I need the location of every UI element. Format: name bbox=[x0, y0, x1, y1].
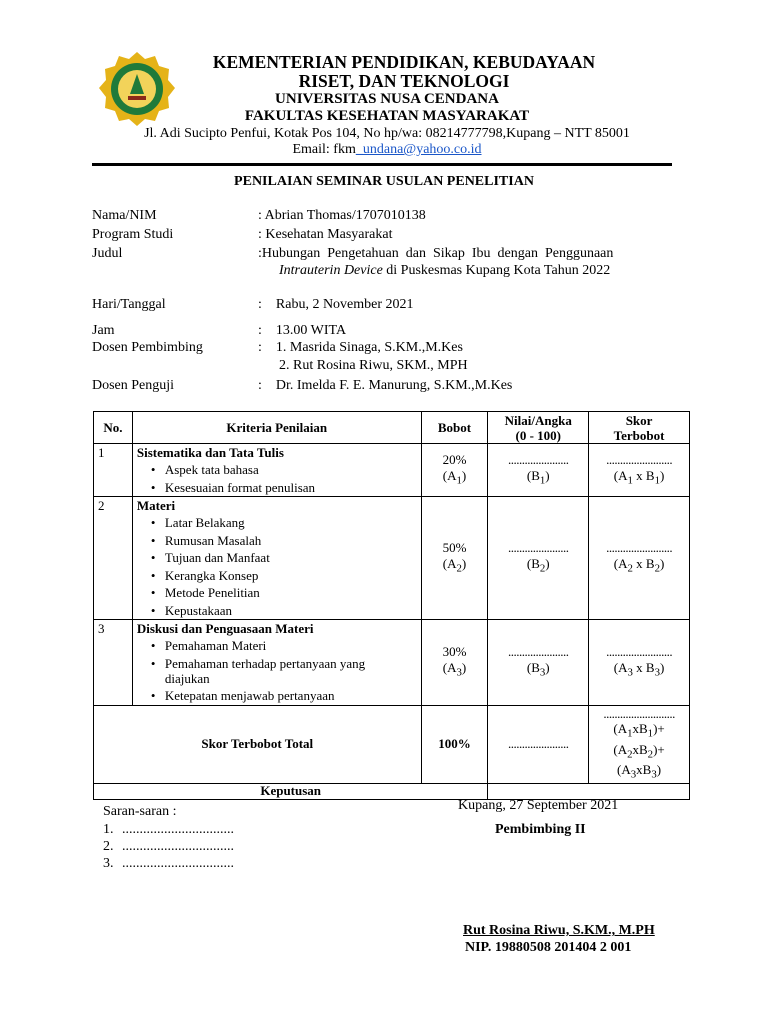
bobot-sym: A bbox=[447, 555, 457, 571]
total-formula-3 bbox=[589, 762, 689, 783]
header-address: Jl. Adi Sucipto Penfui, Kotak Pos 104, No hp/wa: 08214777798,Kupang – NTT 85001 bbox=[144, 126, 630, 141]
skor-a: A bbox=[618, 467, 628, 483]
row-bobot bbox=[421, 444, 488, 497]
nilai-dots: ...................... bbox=[508, 539, 569, 555]
total-skor[interactable] bbox=[589, 706, 690, 784]
nilai-dots: ...................... bbox=[508, 644, 569, 660]
criteria-title: Diskusi dan Penguasaan Materi bbox=[136, 621, 314, 636]
total-row bbox=[94, 706, 690, 784]
list-item: • Latar Belakang bbox=[151, 514, 421, 532]
nilai-sym: B bbox=[531, 660, 540, 676]
col-nilai-2: (0 - 100) bbox=[515, 427, 561, 443]
saran-num: 1. bbox=[103, 822, 114, 837]
bobot-sub: 1 bbox=[456, 474, 462, 487]
row-criteria bbox=[132, 620, 421, 706]
hari-value: : Rabu, 2 November 2021 bbox=[258, 297, 414, 312]
row-nilai[interactable] bbox=[488, 497, 589, 620]
total-formula-2 bbox=[589, 742, 689, 763]
list-item: • Kepustakaan bbox=[151, 602, 421, 620]
judul-rest: di Puskesmas Kupang Kota Tahun 2022 bbox=[382, 263, 611, 278]
pembimbing-value-2: 2. Rut Rosina Riwu, SKM., MPH bbox=[279, 358, 468, 373]
criteria-title: Materi bbox=[136, 498, 176, 513]
signer-role: Pembimbing II bbox=[495, 822, 586, 837]
saran-num: 3. bbox=[103, 856, 114, 871]
header-ministry-2: RISET, DAN TEKNOLOGI bbox=[298, 71, 510, 91]
skor-a-sub: 1 bbox=[627, 474, 633, 487]
header-university: UNIVERSITAS NUSA CENDANA bbox=[275, 91, 499, 107]
header-faculty: FAKULTAS KESEHATAN MASYARAKAT bbox=[244, 108, 530, 124]
list-item: • Kerangka Konsep bbox=[151, 567, 421, 585]
bobot-value: 50% bbox=[442, 539, 467, 555]
skor-b-sub: 2 bbox=[654, 562, 661, 575]
nama-value: : Abrian Thomas/1707010138 bbox=[258, 208, 426, 223]
email-link[interactable]: _undana@yahoo.co.id bbox=[355, 142, 482, 157]
criteria-list bbox=[133, 637, 421, 704]
f3t: 3 bbox=[651, 768, 657, 781]
row-bobot bbox=[421, 497, 488, 620]
nilai-sub: 1 bbox=[539, 474, 546, 487]
list-item: • Pemahaman Materi bbox=[151, 637, 421, 655]
skor-a: A bbox=[618, 555, 628, 571]
nilai-symbol: $(B_3)$ bbox=[526, 660, 550, 679]
row-criteria bbox=[132, 497, 421, 620]
f2c: )+ bbox=[653, 741, 665, 757]
f2s: 2 bbox=[627, 748, 633, 761]
skor-formula: ($A_1$ x $B_1$) bbox=[613, 467, 665, 487]
table-row bbox=[94, 444, 690, 497]
page-title: PENILAIAN SEMINAR USULAN PENELITIAN bbox=[234, 174, 534, 189]
f3c: ) bbox=[656, 762, 662, 778]
list-item: • Aspek tata bahasa bbox=[151, 461, 421, 479]
col-nilai-1: Nilai/Angka bbox=[504, 412, 572, 428]
skor-a-sub: 3 bbox=[627, 666, 633, 679]
f1t: 1 bbox=[647, 727, 654, 740]
f1a: (A bbox=[613, 721, 628, 736]
list-item: • Metode Penelitian bbox=[151, 584, 421, 602]
criteria-list bbox=[133, 461, 421, 496]
f1b: xB bbox=[632, 721, 648, 736]
total-skor-dots: .......................... bbox=[603, 706, 675, 721]
bobot-value: 30% bbox=[442, 644, 467, 660]
col-nilai bbox=[488, 412, 589, 444]
skor-b-sub: 1 bbox=[654, 474, 661, 487]
skor-formula: ($A_2$ x $B_2$) bbox=[613, 555, 665, 575]
total-nilai-dots: ...................... bbox=[508, 736, 569, 752]
table-row bbox=[94, 620, 690, 706]
f2b: xB bbox=[632, 741, 648, 757]
f2a: (A bbox=[613, 741, 628, 757]
saran-dots: ................................ bbox=[122, 856, 234, 871]
nilai-sym: B bbox=[531, 467, 540, 483]
assessment-table bbox=[93, 411, 690, 800]
col-kriteria: Kriteria Penilaian bbox=[132, 412, 421, 444]
signer-nip: NIP. 19880508 201404 2 001 bbox=[465, 940, 632, 955]
skor-a-sub: 2 bbox=[627, 562, 633, 575]
judul-value: :Hubungan Pengetahuan dan Sikap Ibu dengan Penggunaan bbox=[258, 246, 614, 261]
list-item: • Rumusan Masalah bbox=[151, 532, 421, 550]
pembimbing-label: Dosen Pembimbing bbox=[92, 340, 203, 355]
skor-a: A bbox=[618, 660, 628, 676]
total-bobot: 100% bbox=[421, 706, 488, 784]
skor-dots: ........................ bbox=[606, 539, 673, 555]
row-skor[interactable] bbox=[589, 620, 690, 706]
row-criteria bbox=[132, 444, 421, 497]
list-item: • Tujuan dan Manfaat bbox=[151, 549, 421, 567]
row-no: 3 bbox=[94, 620, 133, 706]
jam-value: : 13.00 WITA bbox=[258, 323, 347, 338]
nilai-symbol: $(B_2)$ bbox=[526, 555, 550, 575]
bobot-sub: 3 bbox=[456, 666, 462, 679]
f3a: (A bbox=[617, 762, 631, 778]
col-skor-2: Terbobot bbox=[613, 427, 665, 443]
hari-label: Hari/Tanggal bbox=[92, 297, 166, 312]
skor-formula: ($A_3$ x $B_3$) bbox=[613, 660, 665, 679]
bobot-symbol: $(A_2)$ bbox=[442, 555, 467, 575]
list-item: • Ketepatan menjawab pertanyaan bbox=[151, 687, 421, 705]
saran-num: 2. bbox=[103, 839, 114, 854]
f2t: 2 bbox=[647, 748, 654, 761]
bobot-sym: A bbox=[447, 660, 457, 676]
nilai-symbol: $(B_1)$ bbox=[526, 467, 550, 487]
f3s: 3 bbox=[630, 768, 637, 781]
total-formula-1 bbox=[589, 721, 689, 742]
saran-dots: ................................ bbox=[122, 822, 234, 837]
jam-label: Jam bbox=[92, 323, 115, 338]
col-bobot: Bobot bbox=[421, 412, 488, 444]
total-nilai[interactable] bbox=[488, 706, 589, 784]
nilai-dots: ...................... bbox=[508, 451, 569, 467]
bobot-symbol: $(A_3)$ bbox=[442, 660, 467, 679]
row-nilai[interactable] bbox=[488, 444, 589, 497]
saran-item-1[interactable] bbox=[103, 821, 234, 839]
judul-value-2 bbox=[279, 262, 610, 280]
email-label: Email: fkm bbox=[292, 142, 356, 157]
bobot-sub: 2 bbox=[456, 562, 462, 575]
skor-x: x B bbox=[632, 660, 655, 676]
saran-dots: ................................ bbox=[122, 839, 234, 854]
skor-dots: ........................ bbox=[606, 451, 673, 467]
keputusan-label: Keputusan bbox=[94, 783, 488, 799]
header-email bbox=[292, 142, 481, 158]
criteria-list bbox=[133, 514, 421, 619]
list-item: • Kesesuaian format penulisan bbox=[151, 479, 421, 497]
row-bobot bbox=[421, 620, 488, 706]
table-header-row bbox=[94, 412, 690, 444]
skor-x: x B bbox=[632, 467, 655, 483]
row-no: 2 bbox=[94, 497, 133, 620]
header-rule bbox=[92, 163, 672, 166]
bobot-value: 20% bbox=[442, 451, 467, 467]
bobot-symbol: $(A_1)$ bbox=[442, 467, 467, 487]
row-skor[interactable] bbox=[589, 497, 690, 620]
col-no: No. bbox=[94, 412, 133, 444]
university-logo bbox=[98, 50, 176, 128]
judul-label: Judul bbox=[92, 246, 123, 261]
pembimbing-value-1: : 1. Masrida Sinaga, S.KM.,M.Kes bbox=[258, 340, 463, 355]
row-nilai[interactable] bbox=[488, 620, 589, 706]
criteria-title: Sistematika dan Tata Tulis bbox=[136, 445, 284, 460]
f1s: 1 bbox=[627, 727, 633, 740]
judul-italic: Intrauterin Device bbox=[279, 263, 383, 278]
bobot-sym: A bbox=[447, 467, 457, 483]
col-skor-1: Skor bbox=[625, 412, 653, 428]
nilai-sub: 2 bbox=[539, 562, 546, 575]
place-date: Kupang, 27 September 2021 bbox=[458, 798, 619, 813]
saran-item-2[interactable] bbox=[103, 838, 234, 856]
signer-name: Rut Rosina Riwu, S.KM., M.PH bbox=[463, 923, 655, 938]
f3b: xB bbox=[636, 762, 652, 778]
f1c: )+ bbox=[653, 721, 665, 736]
total-label: Skor Terbobot Total bbox=[94, 706, 422, 784]
skor-x: x B bbox=[632, 555, 655, 571]
nilai-sym: B bbox=[531, 555, 540, 571]
col-skor bbox=[589, 412, 690, 444]
saran-item-3[interactable] bbox=[103, 855, 234, 873]
nama-label: Nama/NIM bbox=[92, 208, 157, 223]
nilai-sub: 3 bbox=[539, 666, 546, 679]
skor-b-sub: 3 bbox=[654, 666, 661, 679]
skor-dots: ........................ bbox=[606, 644, 673, 660]
penguji-value: : Dr. Imelda F. E. Manurung, S.KM.,M.Kes bbox=[258, 378, 513, 393]
saran-title: Saran-saran : bbox=[103, 804, 177, 819]
row-skor[interactable] bbox=[589, 444, 690, 497]
row-no: 1 bbox=[94, 444, 133, 497]
header-ministry: KEMENTERIAN PENDIDIKAN, KEBUDAYAAN bbox=[212, 52, 596, 72]
prodi-label: Program Studi bbox=[92, 227, 174, 242]
table-row bbox=[94, 497, 690, 620]
list-item: • Pemahaman terhadap pertanyaan yang diajukan bbox=[151, 655, 385, 687]
penguji-label: Dosen Penguji bbox=[92, 378, 175, 393]
prodi-value: : Kesehatan Masyarakat bbox=[258, 227, 393, 242]
